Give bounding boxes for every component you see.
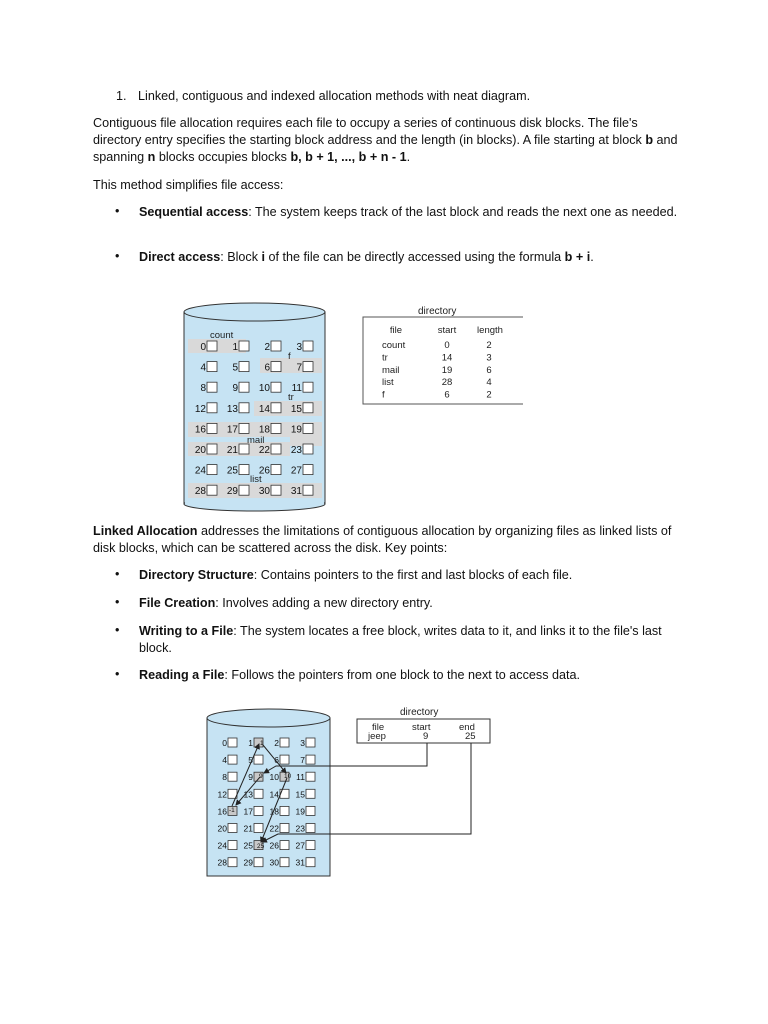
text-segment: Writing to a File [139, 624, 234, 638]
linked-allocation-diagram [200, 702, 500, 882]
disk-block [207, 341, 217, 351]
bullet-file-creation [139, 595, 684, 612]
disk-block [239, 485, 249, 495]
bullet-reading-a-file [139, 667, 684, 684]
block-number: 9 [232, 383, 238, 395]
text-segment: Sequential access [139, 205, 249, 219]
disk-block [306, 755, 315, 764]
text-segment: blocks occupies blocks [155, 150, 291, 164]
text-segment: : The system keeps track of the last block and reads the next one as needed. [248, 205, 678, 219]
directory-cell: tr [382, 352, 388, 364]
directory-cell: 28 [441, 377, 453, 389]
contiguous-allocation-diagram [180, 300, 525, 512]
directory-entry-start: 9 [423, 731, 429, 742]
simplifies-paragraph: This method simplifies file access: [93, 178, 284, 192]
text-segment: : Contains pointers to the first and last blocks of each file. [253, 568, 573, 582]
block-number: 30 [269, 857, 279, 868]
block-number: 28 [217, 857, 227, 868]
directory-entry-end: 25 [465, 731, 476, 742]
block-number: 4 [222, 755, 227, 766]
directory-cell: count [382, 340, 406, 351]
disk-block [280, 841, 289, 850]
directory-cell: 6 [486, 364, 492, 376]
block-number: 26 [269, 840, 279, 851]
directory-cell: 4 [486, 377, 492, 389]
block-number: 13 [243, 789, 253, 800]
disk-block [254, 858, 263, 867]
block-number: 26 [258, 465, 270, 477]
text-segment: File Creation [139, 596, 216, 610]
disk-block [303, 362, 313, 372]
block-number: 27 [290, 465, 302, 477]
block-number: 1 [232, 342, 238, 353]
file-label-list: list [250, 474, 262, 485]
disk-block [306, 738, 315, 747]
block-number: 15 [290, 403, 302, 415]
disk-block [228, 772, 237, 781]
disk-block [280, 858, 289, 867]
disk-block [280, 755, 289, 764]
block-number: 21 [226, 445, 238, 456]
block-number: 1 [248, 738, 253, 748]
block-number: 6 [264, 362, 270, 374]
text-segment: : Follows the pointers from one block to the next to access data. [224, 668, 580, 682]
block-number: 17 [243, 806, 253, 817]
block-number: 15 [295, 789, 305, 800]
text-segment: Contiguous file allocation requires each file to occupy a series of continuous disk blocks. The file's directory entry specifies the starting block address and the length (in blocks). A file starting at block [93, 116, 646, 147]
disk-block [280, 824, 289, 833]
bullet-dot: • [115, 595, 120, 609]
directory-table [363, 306, 523, 404]
disk-block [303, 465, 313, 475]
disk-block [271, 382, 281, 392]
disk-block [271, 485, 281, 495]
disk-block [239, 382, 249, 392]
text-segment: . [590, 250, 594, 264]
block-number: 9 [248, 772, 253, 783]
bullet-direct-access [139, 249, 684, 266]
directory-box [357, 707, 490, 743]
block-number: 0 [222, 738, 227, 748]
text-segment: Direct access [139, 250, 221, 264]
text-segment: Reading a File [139, 668, 225, 682]
block-number: 24 [194, 465, 206, 477]
disk-block [271, 423, 281, 433]
directory-cell: f [382, 389, 385, 401]
disk-block [306, 789, 315, 798]
directory-title: directory [400, 707, 439, 718]
block-number: 10 [269, 772, 279, 783]
text-segment: : Block [220, 250, 262, 264]
disk-block [228, 841, 237, 850]
block-number: 10 [258, 383, 270, 395]
bullet-dot: • [115, 249, 120, 263]
block-number: 12 [217, 789, 227, 800]
disk-block [228, 824, 237, 833]
block-number: 4 [200, 362, 206, 374]
linked-allocation-paragraph [93, 523, 683, 557]
disk-block [254, 824, 263, 833]
disk-block [207, 465, 217, 475]
block-number: 18 [258, 424, 270, 436]
disk-block [239, 465, 249, 475]
bullet-writing-to-a-file [139, 623, 684, 657]
bullet-directory-structure [139, 567, 684, 584]
text-segment: . [406, 150, 411, 164]
text-segment: : Involves adding a new directory entry. [215, 596, 433, 610]
directory-cell: list [382, 377, 394, 389]
block-number: 29 [243, 857, 253, 868]
disk-block [306, 858, 315, 867]
text-segment: n [147, 150, 156, 164]
disk-block [306, 772, 315, 781]
block-number: 8 [222, 772, 227, 783]
directory-header: length [477, 325, 503, 336]
disk-block [228, 858, 237, 867]
disk-block [271, 403, 281, 413]
directory-cell: 14 [441, 352, 453, 364]
directory-entry-file: jeep [368, 731, 386, 742]
block-marker-9: 9 [259, 773, 263, 780]
block-number: 14 [269, 789, 279, 800]
file-label-mail: mail [247, 435, 265, 446]
disk-block [303, 382, 313, 392]
block-number: 16 [194, 424, 206, 436]
text-segment: addresses the limitations of contiguous allocation by organizing files as linked lists of disk blocks, which can be scattered across the disk. Key points: [93, 524, 672, 555]
directory-cell: 2 [486, 340, 492, 351]
directory-cell: 19 [441, 364, 453, 376]
directory-cell: 6 [444, 389, 450, 401]
file-label-f: f [288, 351, 291, 362]
disk-block [280, 738, 289, 747]
bullet-sequential-access [139, 204, 684, 221]
text-segment: b + i [564, 250, 591, 264]
directory-title: directory [418, 306, 457, 317]
block-number: 31 [295, 857, 305, 868]
disk-block [254, 789, 263, 798]
block-number: 31 [290, 486, 302, 498]
disk-block [228, 738, 237, 747]
heading-number: 1. [116, 89, 127, 103]
block-number: 13 [226, 403, 238, 415]
block-marker-16: -1 [229, 807, 235, 814]
text-segment: Linked Allocation [93, 524, 198, 538]
heading [116, 88, 530, 105]
disk-block [228, 755, 237, 764]
block-number: 25 [226, 465, 238, 477]
block-number: 12 [194, 403, 206, 415]
heading-text: Linked, contiguous and indexed allocation methods with neat diagram. [138, 89, 531, 103]
block-number: 21 [243, 823, 253, 834]
disk-block [303, 341, 313, 351]
disk-block [303, 444, 313, 454]
disk-block [306, 824, 315, 833]
directory-cell: 3 [486, 352, 492, 364]
block-number: 29 [226, 486, 238, 498]
disk-block [207, 485, 217, 495]
disk-block [207, 403, 217, 413]
block-marker-10: 10 [284, 773, 292, 780]
block-number: 18 [269, 806, 279, 817]
file-label-tr: tr [288, 392, 294, 403]
text-segment: b [645, 133, 654, 147]
block-number: 19 [295, 806, 305, 817]
text-segment: of the file can be directly accessed using the formula [265, 250, 565, 264]
block-marker-25: 25 [257, 843, 265, 850]
block-number: 8 [200, 383, 206, 395]
block-number: 5 [232, 362, 238, 374]
disk-block [239, 403, 249, 413]
block-number: 23 [295, 823, 305, 834]
block-number: 17 [226, 424, 238, 436]
directory-header: start [437, 325, 457, 336]
disk-block [207, 444, 217, 454]
disk-block [207, 423, 217, 433]
directory-cell: 0 [444, 340, 450, 351]
block-number: 2 [264, 342, 270, 353]
block-number: 25 [243, 840, 253, 851]
text-segment: i [261, 250, 266, 264]
block-marker-1: 1 [260, 740, 264, 747]
text-segment: and spanning [93, 133, 678, 164]
block-number: 7 [296, 362, 302, 374]
block-number: 30 [258, 486, 270, 498]
block-number: 7 [300, 755, 305, 766]
directory-header-end: end [459, 722, 475, 733]
disk-block [207, 382, 217, 392]
block-number: 6 [274, 755, 279, 766]
block-number: 24 [217, 840, 227, 851]
block-number: 22 [258, 445, 270, 456]
block-number: 20 [194, 445, 206, 456]
disk-block [254, 806, 263, 815]
bullet-dot: • [115, 667, 120, 681]
disk-block [271, 362, 281, 372]
disk-block [306, 841, 315, 850]
directory-header: file [389, 325, 403, 336]
block-number: 3 [300, 738, 305, 748]
block-number: 22 [269, 823, 279, 834]
disk-block [303, 403, 313, 413]
directory-header-start: start [412, 722, 431, 733]
text-segment: Directory Structure [139, 568, 254, 582]
bullet-dot: • [115, 567, 120, 581]
disk-block [271, 465, 281, 475]
block-number: 0 [200, 342, 206, 353]
block-number: 11 [296, 772, 305, 783]
file-label-count: count [210, 330, 234, 341]
disk-block [271, 341, 281, 351]
text-segment: b, b + 1, ..., b + n - 1 [290, 150, 407, 164]
block-number: 3 [296, 342, 302, 353]
disk-block [303, 485, 313, 495]
directory-header-file: file [372, 722, 385, 733]
directory-cell: mail [382, 364, 400, 376]
contiguous-paragraph [93, 115, 683, 166]
disk-block [239, 423, 249, 433]
disk-block [271, 444, 281, 454]
block-number: 5 [248, 755, 253, 766]
block-number: 16 [217, 806, 227, 817]
block-number: 28 [194, 486, 206, 498]
disk-block [254, 755, 263, 764]
block-number: 14 [258, 403, 270, 415]
disk-block [303, 423, 313, 433]
block-number: 20 [217, 823, 227, 834]
bullet-dot: • [115, 623, 120, 637]
text-segment: : The system locates a free block, writes data to it, and links it to the file's last block. [139, 624, 662, 655]
block-number: 27 [295, 840, 305, 851]
disk-block [207, 362, 217, 372]
disk-block [239, 341, 249, 351]
disk-block [306, 806, 315, 815]
disk-block [239, 362, 249, 372]
block-number: 11 [291, 383, 302, 395]
block-number: 2 [274, 738, 279, 748]
bullet-dot: • [115, 204, 120, 218]
disk-block [280, 806, 289, 815]
block-number: 19 [290, 424, 302, 436]
block-number: 23 [290, 445, 302, 456]
directory-cell: 2 [486, 389, 492, 401]
